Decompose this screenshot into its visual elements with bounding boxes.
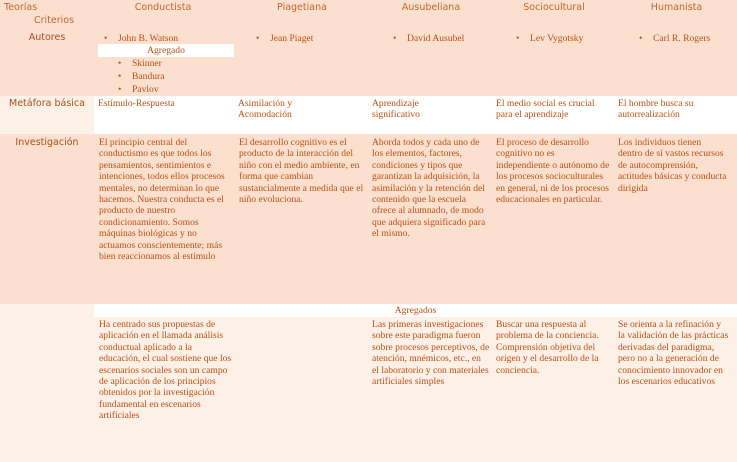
agregados-ausubeliana: Las primeras investigaciones sobre este paradigma fueron sobre procesos perceptivos, de atención, mnémicos, etc., en el laboratorio y con materiales artificiales simples	[372, 319, 490, 388]
metafora-conductista: Estímulo-Respuesta	[98, 98, 175, 109]
column-header-piagetiana: Piagetiana	[277, 2, 327, 13]
author-watson: • John B. Watson	[104, 33, 179, 44]
agregado-label: Agregado	[98, 44, 234, 57]
investigacion-ausubeliana: Aborda todos y cada uno de los elementos, factores, condiciones y tipos que garantizan la adquisición, la asimilación y la retención del contenido que la escuela ofrece al alumnado, de modo que adquiera significado para el mismo.	[372, 137, 486, 240]
metafora-piagetiana: Asimilación y Acomodación	[238, 98, 293, 121]
author-pavlov: • Pavlov	[118, 84, 159, 95]
row-label-metafora: Metáfora básica	[9, 98, 85, 109]
agregados-sociocultural: Buscar una respuesta al problema de la conciencia. Comprensión objetiva del origen y el desarrollo de la conciencia.	[496, 319, 599, 376]
column-header-conductista: Conductista	[134, 2, 192, 13]
investigacion-sociocultural: El proceso de desarrollo cognitivo no es independiente o autónomo de los procesos socioculturales en general, ni de los procesos educacionales en particular.	[496, 137, 610, 206]
corner-label-teorias: Teorías	[4, 2, 38, 13]
author-ausubel: • David Ausubel	[393, 33, 465, 44]
investigacion-conductista: El principio central del conductismo es que todos los pensamientos, sentimientos e intenciones, todos ellos procesos mentales, no determinan lo que hacemos. Nuestra conducta es el producto de nuestro condicionamiento. Somos máquinas biológicas y no actuamos conscientemente; más bien reaccionamos al estímulo	[99, 137, 225, 263]
investigacion-piagetiana: El desarrollo cognitivo es el producto de la interacción del niño con el medio ambiente, en forma que cambian sustancialmente a medida que el niño evoluciona.	[239, 137, 364, 206]
row-label-investigacion: Investigación	[15, 137, 79, 148]
column-header-humanista: Humanista	[650, 2, 703, 13]
investigacion-humanista: Los individuos tienen dentro de sí vastos recursos de autocomprensión, actitudes básicas y conducta dirigida	[618, 137, 727, 194]
corner-label-criterios: Criterios	[34, 15, 75, 26]
agregados-label-cell	[0, 304, 94, 462]
column-header-ausubeliana: Ausubeliana	[401, 2, 461, 13]
column-header-sociocultural: Sociocultural	[523, 2, 585, 13]
author-vygotsky: • Lev Vygotsky	[516, 33, 584, 44]
author-bandura: • Bandura	[118, 71, 165, 82]
agregados-humanista: Se orienta a la refinación y la validación de las prácticas derivadas del paradigma, pero no a la generación de conocimiento innovador en los escenarios educativos	[618, 319, 729, 388]
author-piaget: • Jean Piaget	[256, 33, 314, 44]
metafora-sociocultural: El medio social es crucial para el aprendizaje	[496, 98, 595, 121]
agregados-conductista: Ha centrado sus propuestas de aplicación en el llamada análisis conductual aplicado a la educación, el cual sostiene que los escenarios sociales son un campo de aplicación de los principios obtenidos por la investigación fundamental en escenarios artificiales	[99, 319, 232, 422]
author-rogers: • Carl R. Rogers	[639, 33, 711, 44]
metafora-ausubeliana: Aprendizaje significativo	[372, 98, 420, 121]
row-label-autores: Autores	[28, 32, 66, 43]
metafora-humanista: El hombre busca su autorrealización	[618, 98, 694, 121]
author-skinner: • Skinner	[118, 58, 162, 69]
agregados-band: Agregados	[94, 304, 737, 317]
